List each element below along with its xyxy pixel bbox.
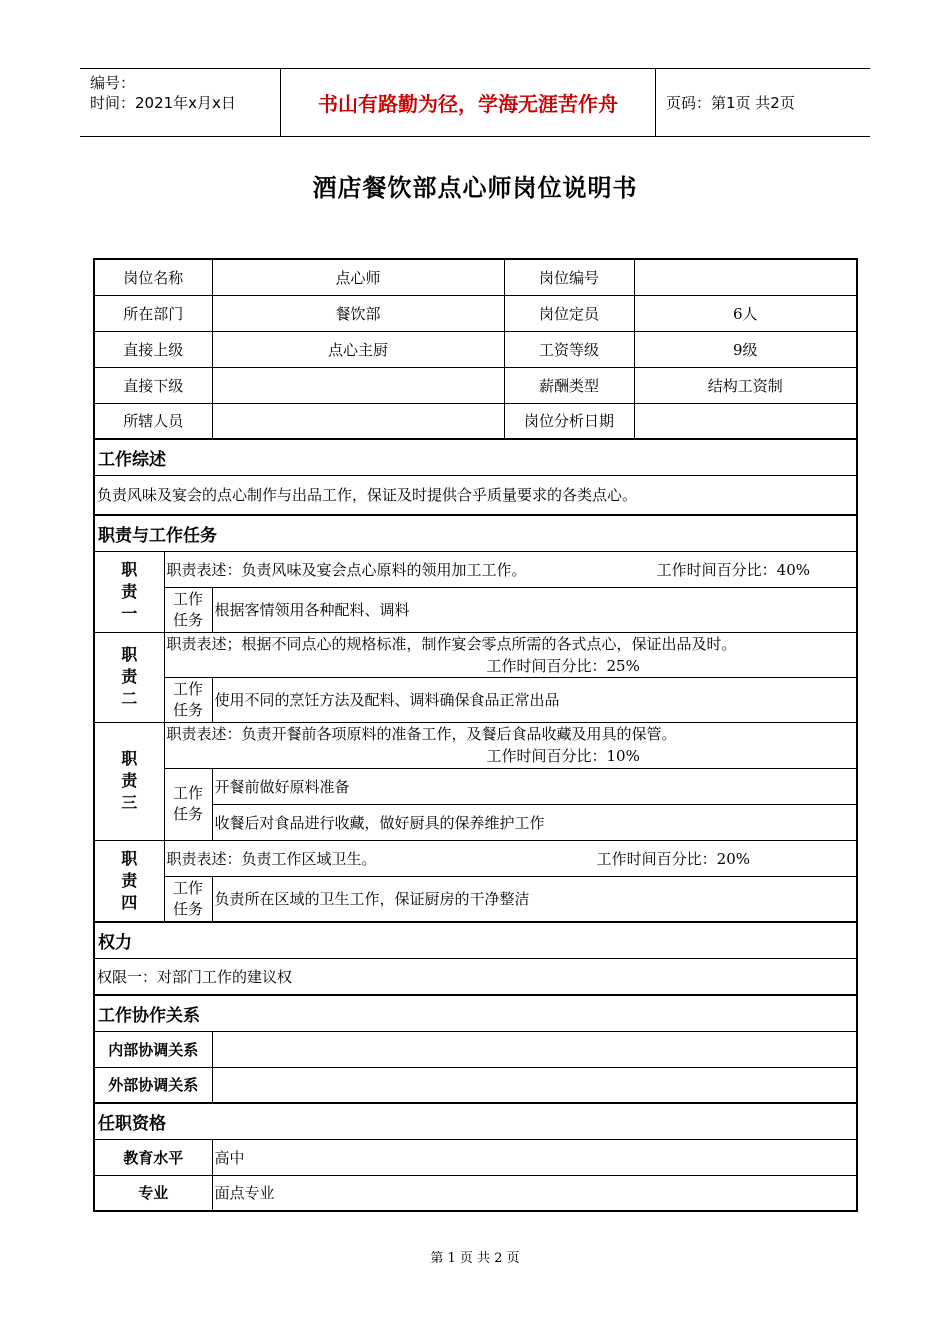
duty-1-task-1: 根据客情领用各种配料、调料 [212, 587, 857, 632]
position-name-label: 岗位名称 [94, 259, 212, 295]
task-label [164, 677, 212, 722]
staff-value [212, 403, 504, 439]
qualification-heading: 任职资格 [94, 1103, 857, 1139]
duty-label-char: 四 [121, 892, 138, 912]
duty-label-char: 职 [121, 559, 138, 579]
subordinate-value [212, 367, 504, 403]
task-label-line: 任务 [173, 899, 204, 918]
cooperation-heading: 工作协作关系 [94, 995, 857, 1031]
duty-desc-text: 职责表述；根据不同点心的规格标准，制作宴会零点所需的各式点心，保证出品及时。 [166, 634, 737, 653]
table-row [94, 768, 857, 804]
duty-desc-text: 职责表述：负责开餐前各项原料的准备工作，及餐后食品收藏及用具的保管。 [166, 725, 677, 743]
table-row [94, 331, 857, 367]
external-relation-value [212, 1067, 857, 1103]
table-row [94, 439, 857, 475]
duty-label-char: 责 [121, 870, 138, 890]
header-motto: 书山有路勤为径，学海无涯苦作舟 [280, 69, 656, 136]
table-row [94, 1067, 857, 1103]
quota-label: 岗位定员 [504, 295, 634, 331]
department-value: 餐饮部 [212, 295, 504, 331]
salary-grade-value: 9级 [634, 331, 857, 367]
internal-relation-label: 内部协调关系 [94, 1031, 212, 1067]
time-label: 时间：2021年x月x日 [90, 94, 236, 112]
duty-label-char: 职 [121, 749, 138, 768]
duty-time-percent: 工作时间百分比：20% [596, 849, 751, 868]
position-code-label: 岗位编号 [504, 259, 634, 295]
duty-label-char: 一 [121, 603, 138, 623]
serial-label: 编号： [90, 74, 136, 92]
duty-label-char: 职 [121, 848, 138, 868]
duty-3-task-2: 收餐后对食品进行收藏，做好厨具的保养维护工作 [212, 804, 857, 840]
analysis-date-value [634, 403, 857, 439]
table-row [94, 876, 857, 922]
table-row [94, 367, 857, 403]
internal-relation-value [212, 1031, 857, 1067]
salary-grade-label: 工资等级 [504, 331, 634, 367]
document-header [80, 68, 870, 137]
duty-desc-text: 职责表述：负责风味及宴会点心原料的领用加工工作。 [166, 560, 527, 579]
table-row [94, 475, 857, 515]
table-row [94, 515, 857, 551]
duties-heading: 职责与工作任务 [94, 515, 857, 551]
duty-2-task-1: 使用不同的烹饪方法及配料、调料确保食品正常出品 [212, 677, 857, 722]
table-row [94, 1103, 857, 1139]
table-row [94, 1031, 857, 1067]
major-label: 专业 [94, 1175, 212, 1211]
duty-time-percent: 工作时间百分比：25% [486, 656, 640, 675]
subordinate-label: 直接下级 [94, 367, 212, 403]
duty-desc-text: 职责表述：负责工作区域卫生。 [166, 849, 377, 868]
task-label-line: 工作 [173, 679, 204, 698]
duty-4-description [164, 840, 857, 876]
table-row [94, 403, 857, 439]
superior-value: 点心主厨 [212, 331, 504, 367]
task-label [164, 587, 212, 632]
duty-3-label [94, 722, 164, 840]
task-label-line: 工作 [173, 878, 204, 897]
table-row [94, 259, 857, 295]
table-row [94, 677, 857, 722]
table-row [94, 995, 857, 1031]
department-label: 所在部门 [94, 295, 212, 331]
summary-heading: 工作综述 [94, 439, 857, 475]
table-row [94, 958, 857, 995]
superior-label: 直接上级 [94, 331, 212, 367]
position-name-value: 点心师 [212, 259, 504, 295]
duty-time-percent: 工作时间百分比：40% [656, 560, 811, 579]
duty-3-task-1: 开餐前做好原料准备 [212, 768, 857, 804]
header-page-info: 页码：第1页 共2页 [666, 94, 795, 112]
table-row [94, 551, 857, 587]
table-row [94, 1175, 857, 1211]
table-row [94, 632, 857, 677]
duty-time-percent: 工作时间百分比：10% [486, 747, 640, 765]
duty-2-description [164, 632, 857, 677]
duty-4-label [94, 840, 164, 922]
task-label-line: 工作 [173, 784, 204, 802]
job-description-table [93, 258, 858, 1212]
task-label [164, 768, 212, 840]
authority-text: 权限一：对部门工作的建议权 [94, 958, 857, 995]
duty-1-description [164, 551, 857, 587]
table-row [94, 922, 857, 958]
position-code-value [634, 259, 857, 295]
duty-label-char: 责 [121, 581, 138, 601]
task-label-line: 工作 [173, 589, 204, 608]
external-relation-label: 外部协调关系 [94, 1067, 212, 1103]
salary-type-value: 结构工资制 [634, 367, 857, 403]
task-label-line: 任务 [173, 700, 204, 719]
task-label-line: 任务 [173, 805, 204, 823]
analysis-date-label: 岗位分析日期 [504, 403, 634, 439]
duty-1-label [94, 551, 164, 632]
table-row [94, 722, 857, 768]
quota-value: 6人 [634, 295, 857, 331]
table-row [94, 295, 857, 331]
duty-3-description [164, 722, 857, 768]
education-label: 教育水平 [94, 1139, 212, 1175]
staff-label: 所辖人员 [94, 403, 212, 439]
task-label-line: 任务 [173, 610, 204, 629]
summary-text: 负责风味及宴会的点心制作与出品工作，保证及时提供合乎质量要求的各类点心。 [94, 475, 857, 515]
major-value: 面点专业 [212, 1175, 857, 1211]
table-row [94, 1139, 857, 1175]
duty-label-char: 三 [121, 793, 138, 812]
duty-label-char: 责 [121, 667, 138, 686]
authority-heading: 权力 [94, 922, 857, 958]
task-label [164, 876, 212, 922]
page-footer: 第 1 页 共 2 页 [430, 1251, 520, 1266]
table-row [94, 840, 857, 876]
salary-type-label: 薪酬类型 [504, 367, 634, 403]
header-meta [80, 69, 280, 136]
duty-4-task-1: 负责所在区域的卫生工作，保证厨房的干净整洁 [212, 876, 857, 922]
duty-label-char: 二 [121, 689, 138, 708]
duty-2-label [94, 632, 164, 722]
education-value: 高中 [212, 1139, 857, 1175]
duty-label-char: 责 [121, 771, 138, 790]
table-row [94, 587, 857, 632]
duty-label-char: 职 [121, 645, 138, 664]
document-title: 酒店餐饮部点心师岗位说明书 [312, 173, 638, 202]
